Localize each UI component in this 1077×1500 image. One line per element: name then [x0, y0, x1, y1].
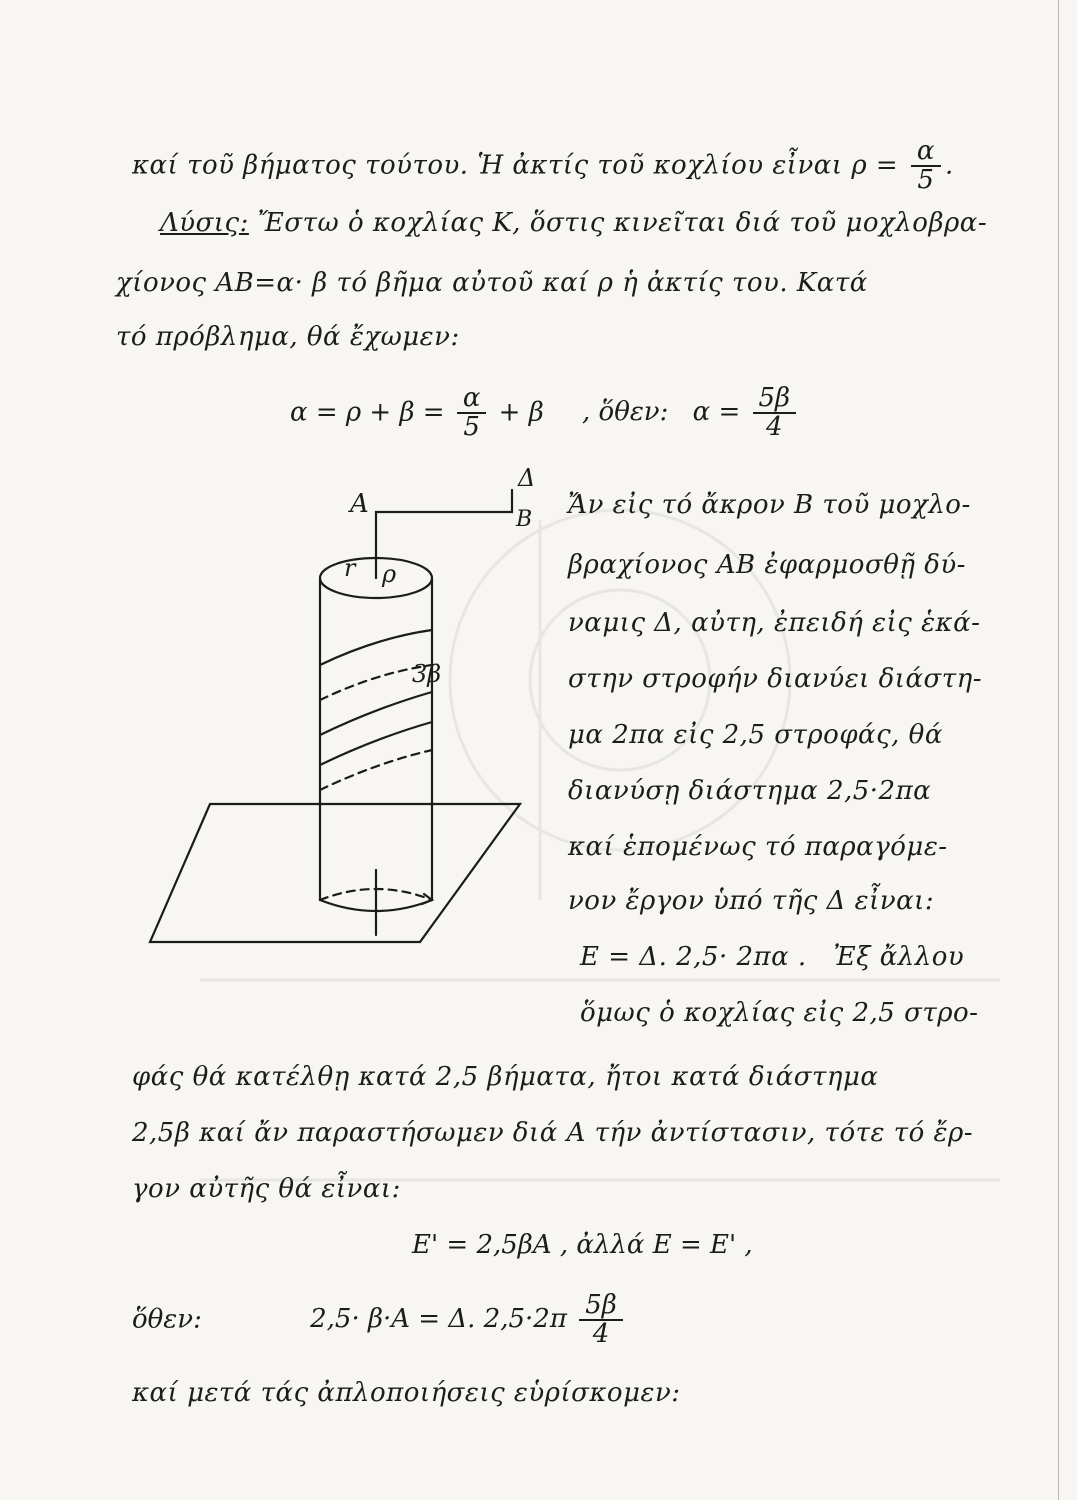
text-line — [568, 608, 980, 638]
text-line — [160, 208, 987, 238]
fraction-denominator: 5 — [917, 165, 935, 196]
line-text: Ἐξ ἄλλου — [833, 942, 965, 972]
text-line — [132, 1174, 401, 1204]
text-line — [568, 550, 966, 580]
line-text: καί μετά τάς ἀπλοποιήσεις εὑρίσκομεν: — [132, 1378, 681, 1408]
lever-arm — [376, 490, 512, 560]
fraction-numerator: α — [911, 138, 941, 167]
text-line — [132, 1062, 878, 1092]
text-line — [580, 942, 964, 972]
text-line — [568, 720, 943, 750]
label-b: Β — [516, 507, 533, 532]
fraction-numerator: α — [457, 385, 487, 414]
text-line — [568, 886, 934, 916]
line-end: . — [944, 150, 954, 181]
label-rho: ρ — [382, 560, 397, 588]
line-text: ὅμως ὁ κοχλίας εἰς 2,5 στρο- — [580, 998, 979, 1028]
line-text: ναμις Δ, αὐτη, ἐπειδή εἰς ἑκά- — [568, 608, 981, 638]
equation-left: α = ρ + β = — [290, 397, 445, 428]
label-a: Α — [350, 489, 369, 519]
text-line — [116, 322, 460, 352]
fraction-denominator: 4 — [592, 1319, 610, 1350]
label-delta: Δ — [518, 464, 536, 492]
line-text: καί ἑπομένως τό παραγόμε- — [568, 832, 948, 862]
line-text: βραχίονος ΑΒ ἐφαρμοσθῇ δύ- — [568, 550, 966, 580]
fraction-numerator: 5β — [579, 1292, 623, 1321]
screw-figure — [140, 460, 560, 960]
line-text: χίονος ΑΒ=α· β τό βῆμα αὐτοῦ καί ρ ἡ ἀκτίς του. Κατά — [116, 268, 868, 298]
label-3beta: 3β — [412, 660, 442, 688]
text-line — [580, 998, 978, 1028]
line-text: τό πρόβλημα, θά ἔχωμεν: — [116, 322, 460, 352]
fraction-a-over-5 — [911, 138, 941, 195]
fraction-5b-over-4 — [753, 385, 797, 442]
fraction-denominator: 5 — [463, 412, 480, 443]
text-line — [568, 776, 931, 806]
equation-label: ὅθεν: — [132, 1304, 202, 1335]
text-line — [568, 664, 982, 694]
base-plane — [150, 804, 520, 942]
line-text: μα 2πα εἰς 2,5 στροφάς, θά — [568, 720, 943, 750]
line-text: Ἄν εἰς τό ἄκρον Β τοῦ μοχλο- — [568, 490, 971, 520]
fraction-a-over-5 — [457, 385, 487, 442]
work-equation: Ε = Δ. 2,5· 2πα . — [580, 942, 807, 972]
solution-label: Λύσις: — [160, 208, 249, 238]
line-text: φάς θά κατέλθῃ κατά 2,5 βήματα, ἤτοι κατά διάστημα — [132, 1062, 879, 1092]
equation-left: 2,5· β·Α = Δ. 2,5·2π — [310, 1304, 567, 1335]
equation-balance — [132, 1292, 627, 1349]
text-line — [116, 268, 868, 298]
line-text: καί τοῦ βήματος τούτου. Ἡ ἀκτίς τοῦ κοχλίου εἶναι ρ = — [132, 150, 899, 181]
text-line — [568, 832, 948, 862]
label-r: r — [344, 554, 356, 582]
text-line — [132, 1118, 973, 1148]
equation-resistance-work — [412, 1230, 753, 1260]
fraction-5b-over-4 — [579, 1292, 623, 1349]
equation-result-left: α = — [692, 397, 741, 428]
fraction-numerator: 5β — [753, 385, 797, 414]
fraction-denominator: 4 — [766, 412, 783, 443]
equation-middle: + β — [498, 397, 544, 428]
line-text: γον αὐτῆς θά εἶναι: — [132, 1174, 401, 1204]
text-line — [132, 1378, 681, 1408]
line-text: 2,5β καί ἄν παραστήσωμεν διά Α τήν ἀντίστασιν, τότε τό ἔρ- — [132, 1118, 974, 1148]
line-text: στην στροφήν διανύει διάστη- — [568, 664, 983, 694]
equation-text: Ε' = 2,5βΑ , ἀλλά Ε = Ε' , — [412, 1230, 753, 1260]
text-line — [132, 138, 954, 195]
line-text: Ἔστω ὁ κοχλίας Κ, ὅστις κινεῖται διά τοῦ μοχλοβρα- — [248, 208, 988, 238]
equation-pitch — [290, 385, 800, 442]
screw-threads — [320, 630, 432, 790]
page-edge-line — [1058, 0, 1059, 1500]
text-line — [568, 490, 971, 520]
line-text: διανύσῃ διάστημα 2,5·2πα — [568, 776, 932, 806]
line-text: νον ἔργον ὑπό τῆς Δ εἶναι: — [568, 886, 935, 916]
equation-separator: , ὅθεν: — [582, 397, 669, 428]
